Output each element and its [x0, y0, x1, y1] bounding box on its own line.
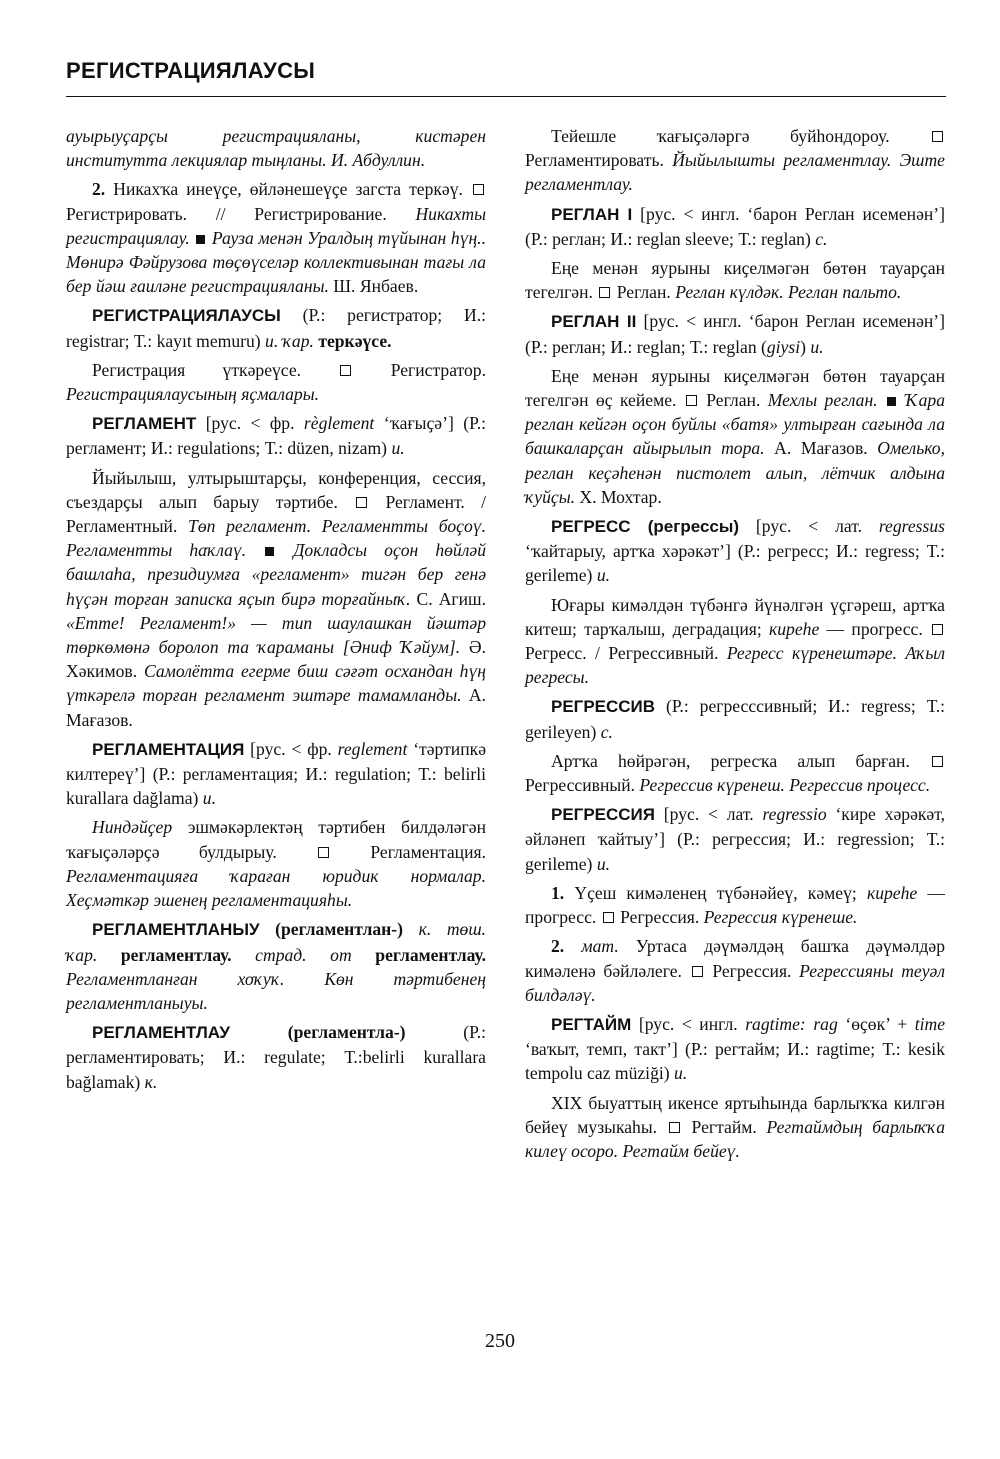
- word-form: теркәүсе.: [313, 330, 392, 351]
- headword: РЕГЛАМЕНТАЦИЯ: [92, 739, 245, 759]
- example-text: Мехлы реглан.: [767, 390, 885, 411]
- part-of-speech: и.: [596, 565, 611, 586]
- headword: РЕГРЕССИВ: [551, 697, 656, 717]
- definition-text: Йыйылыш, ултырыштарҫы, конференция, сессия, съездарҫы алып барыу тәртибе.: [66, 467, 486, 512]
- definition-text: Артҡа һөйрәгән, регресҡа алып барған.: [551, 750, 930, 771]
- example-text: Никахты регистрациялау.: [66, 203, 486, 248]
- citation-icon: [265, 547, 274, 556]
- cross-reference: регламентлау.: [97, 944, 232, 965]
- sense-number: 2.: [551, 936, 565, 957]
- citation-text: «Етте! Регламент!» — тип шаулашкан йәштәр төркөмөнә боролоп та ҡараманы [Әниф Ҡәйум].: [66, 612, 486, 658]
- entry-definition: [66, 358, 486, 406]
- definition-text: Еңе менән яурыны киҫелмәгән бөтөн тауарҫан тегелгән өҫ кейеме.: [525, 365, 945, 411]
- entry-definition: [525, 1091, 945, 1164]
- citation-author: С. Агиш.: [410, 588, 486, 609]
- source-info: ‘тәртипкә килтереү’] (Р.: регламентация; И.: regulation; Т.: belirli kurallara dağlama): [66, 738, 486, 809]
- source-info: [рус. < ингл. ‘барон Реглан исеменән’] (Р.: реглан; И.: reglan; Т.: reglan (: [525, 311, 946, 357]
- russian-equivalent-icon: [932, 624, 943, 635]
- entry-reglamentlanyu: [66, 917, 486, 1015]
- right-column: [525, 124, 945, 1168]
- part-of-speech: и. ҡар.: [265, 330, 314, 351]
- definition-text: — прогресс.: [819, 618, 930, 639]
- example-text: Регресс күренештәре. Аҡыл регресы.: [525, 643, 946, 688]
- entry-reglamentatsiya: [66, 737, 486, 811]
- part-of-speech: к.: [144, 1071, 158, 1092]
- part-of-speech: с.: [815, 228, 828, 249]
- citation-text: Омелько, реглан кеҫәһенән пистолет алып, лётчик алдына ҡуйҫы.: [525, 438, 945, 507]
- russian-equivalent-icon: [599, 287, 610, 298]
- russian-equivalent: Регламент. / Регламентный.: [66, 491, 487, 537]
- sense-number: 1.: [551, 882, 565, 903]
- source-info: [рус. < фр.: [244, 738, 338, 759]
- source-info: [рус. < лат.: [654, 804, 763, 825]
- continuation-paragraph: [66, 124, 486, 172]
- source-info: (Р.: регистратор; И.: registrar; Т.: kayıt memuru): [66, 305, 486, 351]
- etymon: time: [914, 1013, 946, 1034]
- citation-author: Ә. Хәкимов.: [66, 637, 486, 682]
- stem: (регламентла-): [229, 1022, 406, 1043]
- headword: РЕГЛАМЕНТЛАУ: [92, 1023, 230, 1043]
- headword: РЕГЛАН I: [551, 204, 633, 224]
- left-column: [66, 124, 486, 1099]
- page-number: 250: [485, 1330, 515, 1352]
- definition-text: Үҫеш кимәленең түбәнәйеү, кәмеү;: [564, 882, 867, 903]
- russian-equivalent: Регрессия.: [620, 907, 704, 928]
- definition-text: XIX быуаттың икенсе яртыһында барлыҡҡа килгән бейеү музыкаһы.: [525, 1092, 945, 1137]
- russian-equivalent-icon: [686, 395, 697, 406]
- russian-equivalent-icon: [473, 184, 484, 195]
- source-info: [рус. < ингл.: [631, 1013, 746, 1034]
- citation-icon: [887, 397, 896, 406]
- header-divider: [66, 96, 946, 97]
- definition-text: Тейешле ҡағыҫәләргә буйһондороу.: [551, 126, 930, 146]
- source-info: [рус. < лат.: [739, 516, 879, 537]
- entry-definition: [525, 749, 945, 797]
- citation-text: Докладсы оҫон һөйләй башлаһа, президиумға «регламент» тигән бер генә һүҫән торған записка яҫып бирә торғайныҡ.: [66, 540, 486, 609]
- russian-equivalent: Регресс. / Регрессивный.: [525, 643, 727, 664]
- citation-text: Самолётта егерме биш сәғәт осхандан һүң үткәрелә торған регламент эштәре тамамланды.: [66, 661, 486, 706]
- source-info: ): [800, 336, 811, 357]
- grammar-note: страд. от: [231, 944, 376, 965]
- etymon: reglement: [337, 738, 408, 759]
- citation-author: Х. Мохтар.: [575, 486, 662, 507]
- entry-regressiv: [525, 694, 945, 743]
- part-of-speech: с.: [600, 721, 613, 742]
- citation-author: А. Мағазов.: [764, 438, 878, 459]
- russian-equivalent-icon: [603, 912, 614, 923]
- russian-equivalent-icon: [692, 966, 703, 977]
- etymon: regressus: [878, 516, 945, 537]
- source-note: giysi: [766, 336, 801, 357]
- headword: РЕГРЕСС (регрессы): [551, 517, 740, 537]
- definition-text: Еңе менән яурыны киҫелмәгән бөтөн тауарҫан тегелгән.: [525, 258, 945, 303]
- headword: РЕГТАЙМ: [551, 1014, 632, 1034]
- russian-equivalent-icon: [932, 131, 943, 142]
- etymon: regressio: [762, 804, 827, 825]
- citation-author: Ш. Янбаев.: [328, 276, 419, 297]
- russian-equivalent-icon: [932, 756, 943, 767]
- definition-text: Регистрация үткәреүсе.: [92, 359, 339, 380]
- russian-equivalent: Реглан.: [706, 390, 768, 411]
- citation-icon: [196, 235, 205, 244]
- definition-text: — прогресс.: [525, 882, 945, 928]
- entry-definition: [525, 364, 945, 509]
- example-text: Регтаймдың барлыҡҡа килеү осоро. Регтайм бейеү.: [525, 1116, 946, 1161]
- source-info: ‘ҡайтарыу, артҡа хәрәкәт’] (Р.: регресс; И.: regress; Т.: gerileme): [525, 541, 945, 586]
- entry-registratsiyalausy: [66, 303, 486, 352]
- russian-equivalent: Регтайм.: [691, 1116, 767, 1137]
- part-of-speech: и.: [674, 1063, 688, 1084]
- definition-text: эшмәкәрлектәң тәртибен билдәләгән ҡағыҫәләрҫә булдырыу.: [66, 817, 486, 862]
- entry-definition: [525, 593, 945, 690]
- entry-reglan-2: [525, 309, 945, 358]
- sense-1-paragraph: [525, 881, 945, 929]
- source-info: ‘өҫөк’ +: [837, 1013, 915, 1034]
- entry-regress: [525, 514, 945, 588]
- stem: (регламентлан-): [259, 919, 404, 940]
- sense-number: 2.: [92, 179, 106, 200]
- russian-equivalent: Регрессивный.: [525, 775, 640, 796]
- russian-equivalent-icon: [318, 847, 329, 858]
- source-info: ‘ҡағыҫә’] (Р.: регламент; И.: regulations; Т.: düzen, nizam): [66, 413, 486, 459]
- entry-reglamentlau: [66, 1020, 486, 1094]
- etymon: règlement: [303, 413, 375, 434]
- example-text: Регистрациялаусының яҫмалары.: [66, 384, 320, 405]
- citation-author: А. Мағазов.: [66, 685, 486, 730]
- example-text: Регламентланған хоҡуҡ. Көн тәртибенең регламентланыуы.: [66, 968, 486, 1013]
- etymon: ragtime: rag: [745, 1013, 838, 1034]
- antonym-label: киреһе: [769, 618, 820, 639]
- domain-label: мат.: [564, 936, 619, 957]
- sense-2-paragraph: [525, 934, 945, 1007]
- definition-text: Уртаса дәүмәлдәң башҡа дәүмәлдәр кимәленә бәйләлеге.: [525, 936, 945, 981]
- source-info: (Р.: регресссивный; И.: regress; Т.: gerileyen): [525, 696, 945, 742]
- example-text: Регрессия күренеше.: [703, 907, 858, 928]
- russian-equivalent-icon: [669, 1122, 680, 1133]
- example-text: Регламентацияға ҡараған юридик нормалар. Хеҫмәткәр эшенең регламентацияһы.: [66, 865, 486, 911]
- russian-equivalent: Регистратор.: [390, 359, 486, 380]
- russian-equivalent: Регламентировать.: [525, 150, 673, 171]
- part-of-speech: к. төш. ҡар.: [66, 919, 486, 965]
- source-info: ‘ваҡыт, темп, такт’] (Р.: регтайм; И.: ragtime; Т.: kesik tempolu caz müziği): [525, 1039, 945, 1084]
- definition-text: Никахҡа инеүҫе, өйләнешеүҫе загста теркәү.: [113, 179, 471, 200]
- entry-definition: [525, 256, 945, 304]
- entry-regressiya: [525, 802, 945, 876]
- headword: РЕГРЕССИЯ: [551, 805, 655, 825]
- entry-definition: [525, 124, 945, 197]
- headword: РЕГИСТРАЦИЯЛАУСЫ: [92, 306, 281, 326]
- entry-regtaym: [525, 1012, 945, 1086]
- russian-equivalent: Реглан.: [616, 282, 676, 303]
- headword: РЕГЛАН II: [551, 312, 637, 332]
- example-text: Регрессив күренеш. Регрессив процесс.: [639, 775, 931, 796]
- cross-reference: регламентлау.: [375, 944, 486, 965]
- source-info: [рус. < ингл. ‘барон Реглан исеменән’] (Р.: реглан; И.: reglan sleeve; Т.: reglan): [525, 203, 946, 249]
- russian-equivalent-icon: [340, 365, 351, 376]
- russian-equivalent-icon: [356, 497, 367, 508]
- source-info: [рус. < фр.: [196, 413, 304, 434]
- example-text: Төп регламент. Регламентты боҫоү. Регламентты һаҡлаү.: [66, 516, 486, 561]
- citation-text: Рауза менән Уралдың түйынан һүң.. Мөнирә Фәйрузова төҫөүселәр коллективынан тағы ла бер йәш ғаиләне регистрацияланы.: [66, 227, 486, 297]
- entry-definition: [66, 815, 486, 912]
- sense-2-paragraph: [66, 177, 486, 298]
- example-text: Регрессияны теуәл билдәләү.: [525, 960, 946, 1005]
- headword: РЕГЛАМЕНТЛАНЫУ: [92, 920, 260, 940]
- entry-reglan-1: [525, 202, 945, 251]
- part-of-speech: и.: [810, 336, 824, 357]
- source-info: ‘кире хәрәкәт, әйләнеп ҡайтыу’] (Р.: регрессия; И.: regression; Т.: gerileme): [525, 804, 946, 874]
- definition-text: Юғары кимәлдән түбәнгә йүнәлгән үҫгәреш, артҡа китеш; тарҡалыш, деградация;: [525, 594, 945, 639]
- entry-reglament: [66, 411, 486, 460]
- example-text: ауырыуҫарҫы регистрацияланы, кистәрен институтта лекциялар тыңланы. И. Абдуллин.: [66, 126, 486, 171]
- russian-equivalent: Регламентация.: [370, 841, 486, 862]
- definition-lead: Ниндәйҫер: [92, 817, 173, 838]
- source-info: (Р.: регламентировать; И.: regulate; Т.:belirli kurallara bağlamak): [66, 1022, 486, 1092]
- example-text: Реглан күлдәк. Реглан пальто.: [675, 282, 902, 303]
- russian-equivalent: Регрессия.: [712, 960, 800, 981]
- entry-definition: [66, 466, 486, 732]
- citation-text: Ҡара реглан кейгән оҫон буйлы «батя» ултырған сағында ла башкаларҫан айырылып тора.: [525, 390, 945, 459]
- page-header-title: РЕГИСТРАЦИЯЛАУСЫ: [66, 58, 316, 83]
- russian-equivalent: Регистрировать. // Регистрирование.: [66, 203, 416, 224]
- antonym-label: киреһе: [866, 882, 918, 903]
- part-of-speech: и.: [596, 853, 611, 874]
- part-of-speech: и.: [391, 438, 405, 459]
- headword: РЕГЛАМЕНТ: [92, 414, 197, 434]
- part-of-speech: и.: [202, 788, 216, 809]
- example-text: Йыйылышты регламентлау. Эште регламентлау.: [525, 150, 945, 195]
